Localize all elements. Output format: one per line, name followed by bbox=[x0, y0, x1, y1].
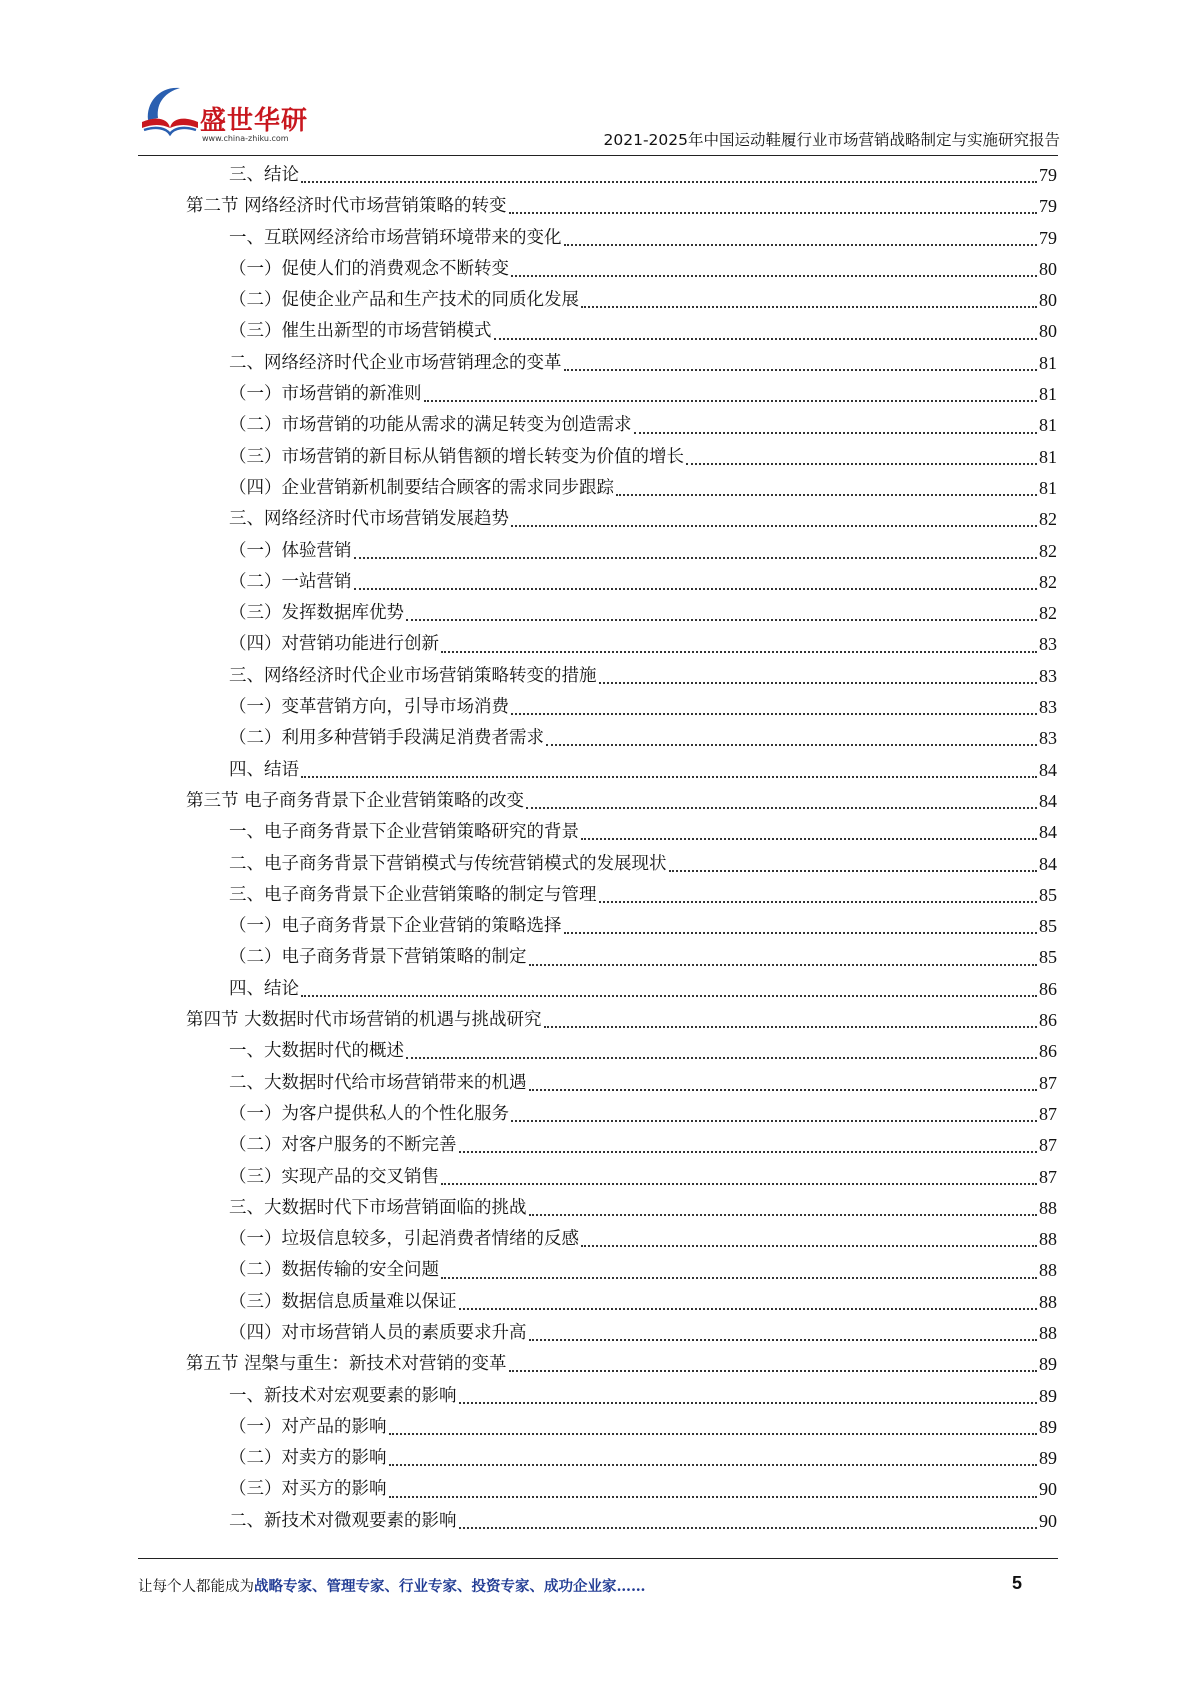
toc-entry[interactable] bbox=[186, 348, 1057, 379]
toc-entry-page: 87 bbox=[1039, 1166, 1057, 1187]
toc-dot-leader bbox=[354, 587, 1038, 590]
toc-entry-label: （一）市场营销的新准则 bbox=[229, 384, 422, 405]
toc-dot-leader bbox=[529, 1338, 1038, 1341]
toc-entry-page: 88 bbox=[1039, 1197, 1057, 1218]
toc-entry[interactable] bbox=[186, 1224, 1057, 1255]
toc-entry-label: （二）对卖方的影响 bbox=[229, 1448, 387, 1469]
toc-entry[interactable] bbox=[186, 285, 1057, 316]
toc-entry-page: 81 bbox=[1039, 477, 1057, 498]
toc-dot-leader bbox=[634, 431, 1038, 434]
toc-entry[interactable] bbox=[186, 1349, 1057, 1380]
toc-entry-page: 79 bbox=[1039, 227, 1057, 248]
toc-entry[interactable] bbox=[186, 1412, 1057, 1443]
toc-dot-leader bbox=[301, 994, 1037, 997]
toc-entry-label: 四、结论 bbox=[229, 978, 299, 999]
toc-entry[interactable] bbox=[186, 379, 1057, 410]
toc-dot-leader bbox=[529, 963, 1038, 966]
toc-entry[interactable] bbox=[186, 410, 1057, 441]
toc-entry-page: 81 bbox=[1039, 415, 1057, 436]
toc-entry-label: （一）为客户提供私人的个性化服务 bbox=[229, 1103, 509, 1124]
toc-entry-label: 二、网络经济时代企业市场营销理念的变革 bbox=[229, 352, 562, 373]
toc-entry-page: 82 bbox=[1039, 571, 1057, 592]
toc-entry-label: （二）电子商务背景下营销策略的制定 bbox=[229, 947, 527, 968]
toc-entry-label: （二）对客户服务的不断完善 bbox=[229, 1135, 457, 1156]
logo-name: 盛世华研 bbox=[200, 106, 309, 136]
toc-entry[interactable] bbox=[186, 911, 1057, 942]
toc-entry-label: 二、电子商务背景下营销模式与传统营销模式的发展现状 bbox=[229, 853, 667, 874]
company-logo bbox=[138, 80, 308, 150]
toc-entry-page: 86 bbox=[1039, 1041, 1057, 1062]
toc-entry-label: 三、网络经济时代企业市场营销策略转变的措施 bbox=[229, 665, 597, 686]
toc-dot-leader bbox=[511, 712, 1037, 715]
toc-dot-leader bbox=[406, 1056, 1037, 1059]
toc-dot-leader bbox=[494, 337, 1038, 340]
toc-entry-page: 80 bbox=[1039, 290, 1057, 311]
toc-entry-page: 80 bbox=[1039, 321, 1057, 342]
toc-entry[interactable] bbox=[186, 1193, 1057, 1224]
toc-entry-page: 90 bbox=[1039, 1510, 1057, 1531]
toc-entry-label: 二、大数据时代给市场营销带来的机遇 bbox=[229, 1072, 527, 1093]
toc-dot-leader bbox=[581, 837, 1037, 840]
toc-dot-leader bbox=[529, 1213, 1038, 1216]
toc-entry-page: 89 bbox=[1039, 1448, 1057, 1469]
toc-dot-leader bbox=[301, 180, 1037, 183]
toc-entry-page: 88 bbox=[1039, 1229, 1057, 1250]
toc-entry-label: （三）数据信息质量难以保证 bbox=[229, 1291, 457, 1312]
toc-entry[interactable] bbox=[186, 1287, 1057, 1318]
toc-dot-leader bbox=[581, 1244, 1037, 1247]
toc-entry-page: 88 bbox=[1039, 1260, 1057, 1281]
toc-entry-page: 80 bbox=[1039, 258, 1057, 279]
toc-entry[interactable] bbox=[186, 473, 1057, 504]
toc-dot-leader bbox=[301, 775, 1037, 778]
toc-entry-label: 一、新技术对宏观要素的影响 bbox=[229, 1385, 457, 1406]
toc-dot-leader bbox=[389, 1432, 1038, 1435]
toc-dot-leader bbox=[599, 900, 1038, 903]
toc-entry-label: 第四节 大数据时代市场营销的机遇与挑战研究 bbox=[186, 1010, 542, 1031]
toc-dot-leader bbox=[441, 1276, 1037, 1279]
toc-entry[interactable] bbox=[186, 1130, 1057, 1161]
toc-entry-label: （三）发挥数据库优势 bbox=[229, 603, 404, 624]
toc-dot-leader bbox=[389, 1495, 1038, 1498]
toc-entry-page: 81 bbox=[1039, 446, 1057, 467]
toc-dot-leader bbox=[564, 931, 1038, 934]
toc-entry-page: 88 bbox=[1039, 1322, 1057, 1343]
toc-entry-label: 第二节 网络经济时代市场营销策略的转变 bbox=[186, 196, 507, 217]
toc-entry-page: 88 bbox=[1039, 1291, 1057, 1312]
table-of-contents bbox=[186, 160, 1057, 1537]
toc-dot-leader bbox=[459, 1526, 1038, 1529]
toc-entry-page: 82 bbox=[1039, 603, 1057, 624]
toc-entry[interactable] bbox=[186, 974, 1057, 1005]
toc-entry-label: （四）企业营销新机制要结合顾客的需求同步跟踪 bbox=[229, 477, 614, 498]
toc-entry-page: 87 bbox=[1039, 1103, 1057, 1124]
toc-entry-page: 85 bbox=[1039, 884, 1057, 905]
toc-entry-page: 82 bbox=[1039, 509, 1057, 530]
toc-entry-label: （四）对营销功能进行创新 bbox=[229, 634, 439, 655]
toc-entry-page: 87 bbox=[1039, 1072, 1057, 1093]
toc-dot-leader bbox=[511, 274, 1037, 277]
toc-entry[interactable] bbox=[186, 567, 1057, 598]
toc-dot-leader bbox=[424, 399, 1038, 402]
toc-entry-page: 87 bbox=[1039, 1135, 1057, 1156]
toc-entry-page: 84 bbox=[1039, 822, 1057, 843]
toc-entry-label: 三、网络经济时代市场营销发展趋势 bbox=[229, 509, 509, 530]
toc-entry-page: 85 bbox=[1039, 916, 1057, 937]
toc-dot-leader bbox=[581, 305, 1037, 308]
toc-entry[interactable] bbox=[186, 629, 1057, 660]
toc-entry-page: 89 bbox=[1039, 1354, 1057, 1375]
toc-dot-leader bbox=[526, 806, 1037, 809]
page-number: 5 bbox=[1012, 1573, 1023, 1593]
toc-entry-label: 第三节 电子商务背景下企业营销策略的改变 bbox=[186, 790, 525, 811]
toc-entry[interactable] bbox=[186, 1506, 1057, 1537]
toc-entry-label: 二、新技术对微观要素的影响 bbox=[229, 1510, 457, 1531]
toc-entry-page: 81 bbox=[1039, 384, 1057, 405]
toc-entry-label: 三、大数据时代下市场营销面临的挑战 bbox=[229, 1197, 527, 1218]
toc-dot-leader bbox=[511, 1119, 1037, 1122]
footer-slogan bbox=[138, 1575, 646, 1596]
toc-entry-page: 84 bbox=[1039, 853, 1057, 874]
toc-entry[interactable] bbox=[186, 1443, 1057, 1474]
toc-entry-label: （三）市场营销的新目标从销售额的增长转变为价值的增长 bbox=[229, 446, 684, 467]
toc-entry-label: （三）对买方的影响 bbox=[229, 1479, 387, 1500]
toc-entry[interactable] bbox=[186, 442, 1057, 473]
toc-entry-page: 89 bbox=[1039, 1385, 1057, 1406]
logo-url: www.china-zhiku.com bbox=[202, 134, 289, 143]
toc-entry-label: （二）市场营销的功能从需求的满足转变为创造需求 bbox=[229, 415, 632, 436]
toc-entry-label: （一）变革营销方向，引导市场消费 bbox=[229, 697, 509, 718]
toc-entry-page: 79 bbox=[1039, 196, 1057, 217]
toc-entry-label: 四、结语 bbox=[229, 759, 299, 780]
toc-entry[interactable] bbox=[186, 504, 1057, 535]
toc-entry-label: （一）体验营销 bbox=[229, 540, 352, 561]
toc-entry-label: （四）对市场营销人员的素质要求升高 bbox=[229, 1322, 527, 1343]
toc-entry-label: （一）促使人们的消费观念不断转变 bbox=[229, 258, 509, 279]
toc-entry[interactable] bbox=[186, 723, 1057, 754]
footer-divider bbox=[138, 1558, 1058, 1559]
toc-entry[interactable] bbox=[186, 1036, 1057, 1067]
slogan-prefix: 让每个人都能成为 bbox=[138, 1579, 254, 1595]
toc-entry-page: 90 bbox=[1039, 1479, 1057, 1500]
toc-entry-label: （三）催生出新型的市场营销模式 bbox=[229, 321, 492, 342]
toc-entry-page: 84 bbox=[1039, 790, 1057, 811]
toc-dot-leader bbox=[509, 211, 1037, 214]
toc-entry[interactable] bbox=[186, 1068, 1057, 1099]
toc-entry[interactable] bbox=[186, 598, 1057, 629]
toc-dot-leader bbox=[459, 1401, 1038, 1404]
toc-dot-leader bbox=[544, 1025, 1037, 1028]
toc-dot-leader bbox=[441, 1182, 1037, 1185]
toc-entry-page: 83 bbox=[1039, 697, 1057, 718]
toc-entry-label: 三、结论 bbox=[229, 165, 299, 185]
toc-entry[interactable] bbox=[186, 755, 1057, 786]
toc-entry-label: （一）垃圾信息较多，引起消费者情绪的反感 bbox=[229, 1229, 579, 1250]
toc-entry-label: 一、大数据时代的概述 bbox=[229, 1041, 404, 1062]
toc-entry[interactable] bbox=[186, 849, 1057, 880]
toc-entry[interactable] bbox=[186, 191, 1057, 222]
toc-entry[interactable] bbox=[186, 160, 1057, 191]
toc-dot-leader bbox=[459, 1150, 1038, 1153]
toc-entry[interactable] bbox=[186, 1255, 1057, 1286]
toc-entry-label: （一）对产品的影响 bbox=[229, 1416, 387, 1437]
toc-entry-page: 86 bbox=[1039, 1010, 1057, 1031]
toc-entry-label: （一）电子商务背景下企业营销的策略选择 bbox=[229, 916, 562, 937]
toc-entry[interactable] bbox=[186, 1381, 1057, 1412]
toc-entry[interactable] bbox=[186, 223, 1057, 254]
toc-dot-leader bbox=[616, 493, 1037, 496]
toc-entry-label: 一、电子商务背景下企业营销策略研究的背景 bbox=[229, 822, 579, 843]
toc-dot-leader bbox=[686, 462, 1037, 465]
toc-entry[interactable] bbox=[186, 880, 1057, 911]
slogan-highlight: 战略专家、管理专家、行业专家、投资专家、成功企业家…… bbox=[254, 1578, 646, 1595]
toc-entry[interactable] bbox=[186, 786, 1057, 817]
toc-entry[interactable] bbox=[186, 1005, 1057, 1036]
toc-dot-leader bbox=[546, 743, 1037, 746]
toc-dot-leader bbox=[406, 618, 1037, 621]
toc-dot-leader bbox=[389, 1463, 1038, 1466]
toc-dot-leader bbox=[441, 650, 1037, 653]
toc-entry[interactable] bbox=[186, 1099, 1057, 1130]
toc-entry-label: 三、电子商务背景下企业营销策略的制定与管理 bbox=[229, 884, 597, 905]
toc-entry-page: 83 bbox=[1039, 728, 1057, 749]
toc-entry-label: （二）一站营销 bbox=[229, 571, 352, 592]
toc-entry[interactable] bbox=[186, 254, 1057, 285]
toc-entry-label: （二）数据传输的安全问题 bbox=[229, 1260, 439, 1281]
toc-entry-page: 85 bbox=[1039, 947, 1057, 968]
toc-entry[interactable] bbox=[186, 536, 1057, 567]
header-divider bbox=[138, 155, 1058, 156]
toc-entry[interactable] bbox=[186, 817, 1057, 848]
toc-dot-leader bbox=[564, 243, 1038, 246]
toc-dot-leader bbox=[511, 524, 1037, 527]
toc-entry-page: 82 bbox=[1039, 540, 1057, 561]
toc-entry-page: 79 bbox=[1039, 165, 1057, 185]
toc-entry-page: 84 bbox=[1039, 759, 1057, 780]
toc-entry-label: （三）实现产品的交叉销售 bbox=[229, 1166, 439, 1187]
toc-entry[interactable] bbox=[186, 1474, 1057, 1505]
toc-entry-page: 83 bbox=[1039, 634, 1057, 655]
toc-entry-label: 第五节 涅槃与重生：新技术对营销的变革 bbox=[186, 1354, 507, 1375]
toc-dot-leader bbox=[599, 681, 1038, 684]
toc-entry[interactable] bbox=[186, 692, 1057, 723]
logo-book-icon bbox=[138, 80, 200, 140]
toc-entry[interactable] bbox=[186, 942, 1057, 973]
toc-entry[interactable] bbox=[186, 316, 1057, 347]
page-header bbox=[0, 0, 1191, 165]
toc-dot-leader bbox=[564, 368, 1038, 371]
toc-entry-page: 86 bbox=[1039, 978, 1057, 999]
toc-entry-page: 89 bbox=[1039, 1416, 1057, 1437]
toc-entry-label: （二）促使企业产品和生产技术的同质化发展 bbox=[229, 290, 579, 311]
toc-dot-leader bbox=[459, 1307, 1038, 1310]
toc-entry-label: 一、互联网经济给市场营销环境带来的变化 bbox=[229, 227, 562, 248]
toc-entry-page: 83 bbox=[1039, 665, 1057, 686]
toc-dot-leader bbox=[354, 556, 1038, 559]
toc-dot-leader bbox=[529, 1088, 1038, 1091]
toc-dot-leader bbox=[669, 869, 1038, 872]
toc-entry[interactable] bbox=[186, 661, 1057, 692]
toc-dot-leader bbox=[509, 1369, 1037, 1372]
toc-entry-label: （二）利用多种营销手段满足消费者需求 bbox=[229, 728, 544, 749]
report-title: 2021-2025年中国运动鞋履行业市场营销战略制定与实施研究报告 bbox=[603, 131, 1060, 149]
toc-entry-page: 81 bbox=[1039, 352, 1057, 373]
toc-entry[interactable] bbox=[186, 1162, 1057, 1193]
toc-entry[interactable] bbox=[186, 1318, 1057, 1349]
